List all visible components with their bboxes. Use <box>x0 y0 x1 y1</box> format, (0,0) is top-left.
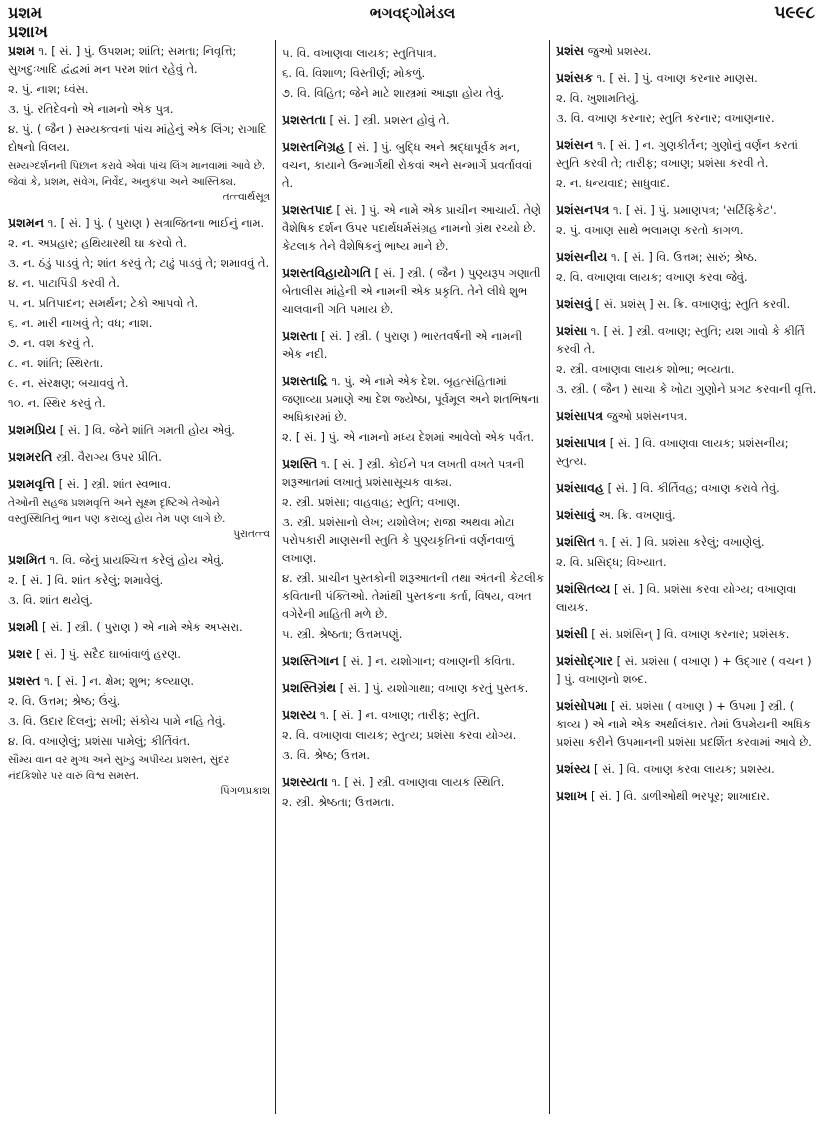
dictionary-entry <box>282 111 544 129</box>
headword: પ્રશમ <box>8 43 35 58</box>
entry-definition: પ્રશમવૃત્તિ [ સં. ] સ્ત્રી. શાંત સ્વભાવ. <box>8 476 172 491</box>
entry-definition: પ્રશસ્તિગાન [ સં. ] ન. યશોગાન; વખાણની કવિતા. <box>282 653 516 668</box>
sense-text: ૩. વિ. શ્રેષ્ઠ; ઉત્તમ. <box>282 748 370 762</box>
entry-definition: પ્રશસ્તા [ સં. ] સ્ત્રી. ( પુરાણ ) ભારતવર્ષની એ નામની એક નદી. <box>282 328 523 361</box>
entry-definition: પ્રશસ્તવિહાયોગતિ [ સં. ] સ્ત્રી. ( જૈન ) પુણ્યરૂપ ગણાતી બેતાલીસ માંહેની એ નામની એક પ્રકૃતિ. તેને લીધે શુભ ચાલવાની ગતિ પમાય છે. <box>282 265 541 316</box>
entry-definition: પ્રશમન ૧. [ સં. ] પું. ( પુરાણ ) સત્રાજિતના ભાઈનું નામ. <box>8 215 265 230</box>
entry-definition: પ્રશમિત ૧. વિ. જેનું પ્રાયશ્ચિત્ત કરેલું હોય એવું. <box>8 552 225 567</box>
entry-definition: પ્રશંસિત ૧. [ સં. ] વિ. પ્રશંસા કરેલું; વખાણેલું. <box>556 534 765 549</box>
entry-sense <box>8 712 270 730</box>
dictionary-entry <box>282 44 544 102</box>
dictionary-entry <box>556 42 818 60</box>
headword: પ્રશંસોપમા <box>556 698 608 713</box>
dictionary-entry <box>282 455 544 643</box>
entry-definition: પ્રશસ્તપાદ [ સં. ] પું. એ નામે એક પ્રાચીન આચાર્ય. તેણે વૈશેષિક દર્શન ઉપર પદાર્થધર્મસંગ્રહ નામનો ગ્રંથ રચ્યો છે. કેટલાક તેને વૈશેષિકનું ભાષ્ય માને છે. <box>282 202 541 253</box>
header-dictionary-title: ભગવદ્ગોમંડલ <box>369 4 456 22</box>
sense-text: ૨. વિ. વખાણવા લાયક; સ્તુત્ય; પ્રશંસા કરવા યોગ્ય. <box>282 728 517 742</box>
entry-definition: પ્રશમપ્રિય [ સં. ] વિ. જેને શાંતિ ગમતી હોય એવું. <box>8 422 235 437</box>
headword: પ્રશંસનીય <box>556 249 608 264</box>
dictionary-entry <box>556 580 818 616</box>
sense-text: ૨. સ્ત્રી. વખાણવા લાયક શોભા; ભવ્યતા. <box>556 362 735 376</box>
entry-sense <box>282 64 544 82</box>
headword: પ્રશંસાપત્ર <box>556 408 604 423</box>
usage-quotation: સૌમ્ય વાન વર મુગ્ધ અને સુખ્ડુ અપીચ્ય પ્રશસ્ત, સુંદર નંદકિશોર પર વારું વિશ્વ સમસ્ત. <box>8 754 230 782</box>
sense-text: ૨. [ સં. ] પું. એ નામનો મધ્ય દેશમાં આવેલો એક પર્વત. <box>282 430 535 444</box>
entry-sense <box>8 314 270 332</box>
headword: પ્રશંસન <box>556 137 594 152</box>
entry-sense <box>282 44 544 62</box>
sense-text: ૬. વિ. વિશાળ; વિસ્તીર્ણ; મોકળું. <box>282 66 426 80</box>
quotation-source: પિંગળપ્રકાશ <box>220 785 270 797</box>
sense-text: ૮. ન. શાંતિ; સ્થિરતા. <box>8 356 104 370</box>
entry-definition: પ્રશંસક ૧. [ સં. ] પું. વખાણ કરનાર માણસ. <box>556 70 758 85</box>
sense-text: ૨. સ્ત્રી. શ્રેષ્ઠતા; ઉત્તમતા. <box>282 795 395 809</box>
dictionary-entry <box>556 69 818 127</box>
sense-text: ૨. વિ. ખુશામતિયું. <box>556 91 639 105</box>
headword: પ્રશમિત <box>8 552 46 567</box>
dictionary-entry <box>8 214 270 412</box>
entry-sense <box>8 692 270 710</box>
sense-text: ૨. વિ. ઉત્તમ; શ્રેષ્ઠ; ઉંચું. <box>8 694 121 708</box>
entry-definition: પ્રશંસન ૧. [ સં. ] ન. ગુણકીર્તન; ગુણોનું વર્ણન કરતાં સ્તુતિ કરવી તે; તારીફ; વખાણ; પ્રશંસા કરવી તે. <box>556 137 798 170</box>
sense-text: ૧૦. ન. સ્થિર કરવું તે. <box>8 396 106 410</box>
entry-definition: પ્રશર [ સં. ] પું. સદૈદ ઘાબાંવાળું હરણ. <box>8 646 181 661</box>
entry-sense <box>282 793 544 811</box>
sense-text: ૩. સ્ત્રી. પ્રશંસાનો લેખ; યશોલેખ; રાજા અથવા મોટા પરોપકારી માણસની સ્તુતિ કે પુણ્યકૃતિનાં વર્ણનવાળું લખાણ. <box>282 515 515 565</box>
dictionary-entry <box>556 697 818 751</box>
dictionary-entry <box>556 479 818 497</box>
sense-text: ૫. ન. પ્રતિપાદન; સમર્થન; ટેકો આપવો તે. <box>8 296 199 310</box>
entry-sense <box>8 294 270 312</box>
entry-sense <box>556 174 818 192</box>
entry-definition: પ્રશસ્તતા [ સં. ] સ્ત્રી. પ્રશસ્ત હોવું તે. <box>282 112 450 127</box>
dictionary-entry <box>8 448 270 466</box>
headword: પ્રશંસ્ય <box>556 761 591 776</box>
sense-text: ૫. વિ. વખાણવા લાયક; સ્તુતિપાત્ર. <box>282 46 437 60</box>
quotation-source: તત્ત્વાર્થસૂત્ર <box>222 191 270 203</box>
sense-text: ૨. ન. ધન્યવાદ; સાધુવાદ. <box>556 176 670 190</box>
dictionary-entry <box>556 760 818 778</box>
headword: પ્રશંસાવું <box>556 507 596 522</box>
entry-sense <box>8 254 270 272</box>
entry-sense <box>8 274 270 292</box>
headword: પ્રશંસી <box>556 626 588 641</box>
entry-sense <box>556 360 818 378</box>
entry-sense <box>556 380 818 398</box>
sense-text: ૩. સ્ત્રી. ( જૈન ) સાચા કે ખોટા ગુણોને પ્રગટ કરવાની વૃત્તિ. <box>556 382 817 396</box>
dictionary-entry <box>282 201 544 255</box>
sense-text: ૩. ન. ઠંડું પાડવું તે; શાંત કરવું તે; ટાઢું પાડવું તે; શમાવવું તે. <box>8 256 270 270</box>
dictionary-entry <box>282 138 544 192</box>
entry-sense <box>8 354 270 372</box>
dictionary-entry <box>556 295 818 313</box>
sense-text: ૩. પું. રતિદેવનો એ નામનો એક પુત્ર. <box>8 102 174 116</box>
sense-text: ૨. ન. અપ્રહાર; હથિયારથી ઘા કરવો તે. <box>8 236 187 250</box>
sense-text: ૩. વિ. ઉદાર દિલનું; સખી; સંકોચ પામે નહિ તેવું. <box>8 714 226 728</box>
header-first-word: પ્રશમ <box>8 3 43 22</box>
dictionary-entry <box>8 618 270 636</box>
headword: પ્રશસ્યતા <box>282 774 328 789</box>
entry-sense <box>8 394 270 412</box>
entry-definition: પ્રશંસોદ્ગાર [ સં. પ્રશંસા ( વખાણ ) + ઉદ્ગાર ( વચન ) ] પું. વખાણનો શબ્દ. <box>556 653 812 686</box>
dictionary-entry <box>556 248 818 286</box>
dictionary-entry <box>8 672 270 799</box>
entry-sense <box>556 268 818 286</box>
entry-sense <box>282 746 544 764</box>
dictionary-entry <box>556 625 818 643</box>
sense-text: ૨. [ સં. ] વિ. શાંત કરેલું; શમાવેલું. <box>8 573 164 587</box>
dictionary-column-3 <box>556 42 818 1116</box>
entry-sense <box>282 569 544 623</box>
headword: પ્રશંસાવહ <box>556 480 604 495</box>
entry-definition: પ્રશસ્ય ૧. [ સં. ] ન. વખાણ; તારીફ; સ્તુતિ. <box>282 707 480 722</box>
sense-text: ૨. સ્ત્રી. પ્રશંસા; વાહવાહ; સ્તુતિ; વખાણ. <box>282 495 461 509</box>
headword: પ્રશસ્તતા <box>282 112 326 127</box>
dictionary-entry <box>556 407 818 425</box>
headword: પ્રશંસાપાત્ર <box>556 435 607 450</box>
sense-text: ૪. વિ. વખાણેલું; પ્રશંસા પામેલું; કીર્તિવંત. <box>8 734 191 748</box>
entry-definition: પ્રશંસ જુઓ પ્રશસ્ય. <box>556 43 652 58</box>
sense-text: ૩. વિ. શાંત થયેલું. <box>8 593 93 607</box>
page-header <box>0 0 825 40</box>
entry-sense <box>282 726 544 744</box>
entry-sense <box>8 334 270 352</box>
sense-text: ૬. ન. મારી નાખવું તે; વધ; નાશ. <box>8 316 153 330</box>
entry-definition: પ્રશંસનીય ૧. [ સં. ] વિ. ઉત્તમ; સારું; શ્રેષ્ઠ. <box>556 249 758 264</box>
headword: પ્રશસ્તાદ્રિ <box>282 373 328 388</box>
dictionary-entry <box>282 372 544 446</box>
dictionary-column-1 <box>8 42 270 1116</box>
sense-text: ૩. વિ. વખાણ કરનાર; સ્તુતિ કરનાર; વખાણનાર. <box>556 111 775 125</box>
entry-definition: પ્રશસ્તિગ્રંથ [ સં. ] પું. યશોગાથા; વખાણ કરતું પુસ્તક. <box>282 680 529 695</box>
headword: પ્રશંસનપત્ર <box>556 202 610 217</box>
headword: પ્રશમરતિ <box>8 449 53 464</box>
sense-text: ૪. સ્ત્રી. પ્રાચીન પુસ્તકોની શરૂઆતની તથા અંતની કેટલીક કવિતાની પંક્તિઓ. તેમાંથી પુસ્તકના કર્તા, વિષય, વખત વગેરેની માહિતી મળે છે. <box>282 571 544 621</box>
entry-sense <box>282 493 544 511</box>
entry-sense <box>556 109 818 127</box>
entry-sense <box>282 428 544 446</box>
dictionary-entry <box>556 652 818 688</box>
entry-definition: પ્રશસ્તાદ્રિ ૧. પું. એ નામે એક દેશ. બૃહત્સંહિતામાં જણાવ્યા પ્રમાણે આ દેશ જ્યેષ્ઠા, પૂર્વમૂલ અને શતભિષના અધિકારમાં છે. <box>282 373 539 424</box>
entry-sense <box>8 234 270 252</box>
entry-definition: પ્રશંસ્ય [ સં. ] વિ. વખાણ કરવા લાયક; પ્રશસ્ય. <box>556 761 775 776</box>
entry-definition: પ્રશંસાપાત્ર [ સં. ] વિ. વખાણવા લાયક; પ્રશંસનીય; સ્તુત્ય. <box>556 435 789 468</box>
dictionary-entry <box>282 706 544 764</box>
dictionary-column-2 <box>282 42 544 1116</box>
entry-definition: પ્રશાખ [ સં. ] વિ. ડાળીઓથી ભરપૂર; શાખાદાર. <box>556 788 770 803</box>
entry-definition: પ્રશંસાવહ [ સં. ] વિ. કીર્તિવહ; વખાણ કરાવે તેવું. <box>556 480 780 495</box>
usage-quotation: સમ્યગ્દર્શનની પિછાન કરાવે એવાં પાંચ લિંગ માનવામાં આવે છે. જેવાં કે, પ્રશમ, સંવેગ, નિર્વેદ, અનુકંપા અને આસ્તિક્ય. <box>8 160 266 188</box>
sense-text: ૭. વિ. વિહિત; જેને માટે શાસ્ત્રમાં આજ્ઞા હોય તેવું. <box>282 86 505 100</box>
entry-sense <box>556 89 818 107</box>
entry-sense <box>8 80 270 98</box>
headword: પ્રશસ્તિ <box>282 456 318 471</box>
headword: પ્રશસ્તપાદ <box>282 202 333 217</box>
dictionary-entry <box>282 773 544 811</box>
entry-definition: પ્રશમી [ સં. ] સ્ત્રી. ( પુરાણ ) એ નામે એક અપ્સરા. <box>8 619 243 634</box>
headword: પ્રશસ્તા <box>282 328 318 343</box>
sense-text: ૨. પું. વખાણ સાથે ભલામણ કરતો કાગળ. <box>556 223 744 237</box>
sense-text: ૫. સ્ત્રી. શ્રેષ્ઠતા; ઉત્તમપણું. <box>282 627 403 641</box>
headword: પ્રશંસિતવ્ય <box>556 581 611 596</box>
sense-text: ૯. ન. સંરક્ષણ; બચાવવું તે. <box>8 376 129 390</box>
headword: પ્રશંસ <box>556 43 585 58</box>
entry-definition: પ્રશંસનપત્ર ૧. [ સં. ] પું. પ્રમાણપત્ર; 'સર્ટિફિકેટ'. <box>556 202 777 217</box>
entry-sense <box>8 591 270 609</box>
usage-quotation: તેઓની સહજ પ્રશમવૃત્તિ અને સૂક્ષ્મ દૃષ્ટિએ તેઓને વસ્તુસ્થિતિનું ભાન પણ કરાવ્યું હોય તેમ પણ લાગે છે. <box>8 497 226 525</box>
quotation-source: પુરાતત્ત્વ <box>233 528 270 540</box>
headword: પ્રશસ્તવિહાયોગતિ <box>282 265 372 280</box>
headword: પ્રશંસક <box>556 70 593 85</box>
column-divider <box>549 40 550 1114</box>
entry-sense <box>8 374 270 392</box>
dictionary-entry <box>282 652 544 670</box>
sense-text: ૭. ન. વશ કરવું તે. <box>8 336 95 350</box>
headword: પ્રશસ્ત <box>8 673 41 688</box>
dictionary-entry <box>282 679 544 697</box>
sense-text: ૨. પું. નાશ; ધ્વંસ. <box>8 82 89 96</box>
headword: પ્રશર <box>8 646 33 661</box>
entry-definition: પ્રશંસા ૧. [ સં. ] સ્ત્રી. વખાણ; સ્તુતિ; યશ ગાવો કે કીર્તિ કરવી તે. <box>556 323 805 356</box>
dictionary-entry <box>556 322 818 398</box>
sense-text: ૨. વિ. વખાણવા લાયક; વખાણ કરવા જેવું. <box>556 270 748 284</box>
header-last-word: પ્રશાખ <box>8 22 48 41</box>
entry-sense <box>8 100 270 118</box>
dictionary-entry <box>556 787 818 805</box>
entry-definition: પ્રશંસાપત્ર જુઓ પ્રશંસનપત્ર. <box>556 408 688 423</box>
entry-definition: પ્રશંસવું [ સં. પ્રશંસ્ ] સ. ક્રિ. વખાણવું; સ્તુતિ કરવી. <box>556 296 791 311</box>
dictionary-entry <box>556 434 818 470</box>
entry-definition: પ્રશમરતિ સ્ત્રી. વૈરાગ્ય ઉપર પ્રીતિ. <box>8 449 162 464</box>
entry-definition: પ્રશંસોપમા [ સં. પ્રશંસા ( વખાણ ) + ઉપમા ] સ્ત્રી. ( કાવ્ય ) એ નામે એક અર્થાલંકાર. તેમાં ઉપમેયની અધિક પ્રશંસા કરીને ઉપમાનની પ્રશંસા પ્રદર્શિત કરવામાં આવે છે. <box>556 698 812 749</box>
headword: પ્રશંસિત <box>556 534 596 549</box>
dictionary-entry <box>8 475 270 542</box>
sense-text: ૨. વિ. પ્રસિદ્ધ; વિખ્યાત. <box>556 555 667 569</box>
dictionary-entry <box>556 136 818 192</box>
headword: પ્રશમી <box>8 619 39 634</box>
entry-definition: પ્રશસ્ત ૧. [ સં. ] ન. ક્ષેમ; શુભ; કલ્યાણ. <box>8 673 194 688</box>
dictionary-entry <box>282 264 544 318</box>
headword: પ્રશમવૃત્તિ <box>8 476 56 491</box>
dictionary-entry <box>8 551 270 609</box>
entry-definition: પ્રશસ્તનિગ્રહ [ સં. ] પું. બુદ્ધિ અને શ્રદ્ધાપૂર્વક મન, વચન, કાયાને ઉન્માર્ગથી રોકવાં અને સન્માર્ગે પ્રવર્તાવવાં તે. <box>282 139 533 190</box>
entry-definition: પ્રશંસાવું અ. ક્રિ. વખણાવું. <box>556 507 676 522</box>
entry-sense <box>556 221 818 239</box>
dictionary-entry <box>556 506 818 524</box>
headword: પ્રશંસા <box>556 323 588 338</box>
dictionary-entry <box>8 421 270 439</box>
headword: પ્રશાખ <box>556 788 588 803</box>
entry-sense <box>556 553 818 571</box>
entry-definition: પ્રશંસી [ સં. પ્રશંસિન્ ] વિ. વખાણ કરનાર; પ્રશંસક. <box>556 626 790 641</box>
entry-definition: પ્રશસ્યતા ૧. [ સં. ] સ્ત્રી. વખાણવા લાયક સ્થિતિ. <box>282 774 505 789</box>
column-divider <box>275 40 276 1114</box>
dictionary-entry <box>8 42 270 205</box>
entry-sense <box>282 625 544 643</box>
headword: પ્રશસ્તનિગ્રહ <box>282 139 345 154</box>
header-page-number: ૫૯૯૮ <box>774 3 815 23</box>
dictionary-entry <box>556 201 818 239</box>
entry-sense <box>8 571 270 589</box>
dictionary-entry <box>556 533 818 571</box>
entry-sense <box>8 120 270 156</box>
sense-text: ૪. પું. ( જૈન ) સમ્યક્ત્વનાં પાંચ માંહેનું એક લિંગ; રાગાદિ દોષનો વિલય. <box>8 122 267 154</box>
dictionary-entry <box>8 645 270 663</box>
headword: પ્રશંસવું <box>556 296 592 311</box>
dictionary-entry <box>282 327 544 363</box>
entry-definition: પ્રશસ્તિ ૧. [ સં. ] સ્ત્રી. કોઈને પત્ર લખતી વખતે પત્રની શરૂઆતમાં લખાતું પ્રશંસાસૂચક વાક્ય. <box>282 456 525 489</box>
entry-definition: પ્રશમ ૧. [ સં. ] પું. ઉપશમ; શાંતિ; સમતા; નિવૃત્તિ; સુખદુઃખાદિ દ્વંદ્વમાં મન પરમ શાંત રહેવું તે. <box>8 43 237 76</box>
sense-text: ૪. ન. પાટાપિંડી કરવી તે. <box>8 276 120 290</box>
entry-sense <box>282 513 544 567</box>
headword: પ્રશમન <box>8 215 45 230</box>
entry-definition: પ્રશંસિતવ્ય [ સં. ] વિ. પ્રશંસા કરવા યોગ્ય; વખાણવા લાયક. <box>556 581 797 614</box>
entry-sense <box>8 732 270 750</box>
headword: પ્રશંસોદ્ગાર <box>556 653 614 668</box>
headword: પ્રશસ્તિગાન <box>282 653 339 668</box>
headword: પ્રશસ્ય <box>282 707 317 722</box>
entry-sense <box>282 84 544 102</box>
headword: પ્રશમપ્રિય <box>8 422 57 437</box>
headword: પ્રશસ્તિગ્રંથ <box>282 680 337 695</box>
